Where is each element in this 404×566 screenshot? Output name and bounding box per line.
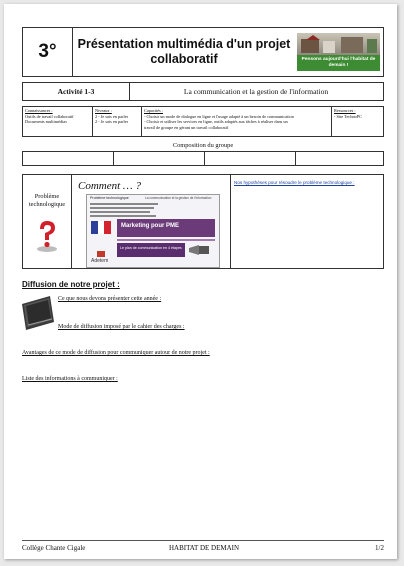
levels-line: 2 - Je sais en parler	[95, 119, 129, 125]
question-what-to-present: Ce que nous devons présenter cette année :	[58, 296, 162, 302]
activity-box	[22, 82, 384, 101]
banner-image	[297, 33, 380, 71]
screenshot-banner: Marketing pour PME	[117, 219, 215, 237]
group-table	[22, 151, 384, 166]
banner-caption: Pensons aujourd'hui l'habitat de demain !	[297, 55, 380, 71]
megaphone-icon	[187, 243, 213, 257]
activity-title: La communication et la gestion de l'information	[183, 87, 329, 96]
question-information-list: Liste des informations à communiquer :	[22, 376, 118, 382]
footer-school: Collège Chante Cigale	[22, 544, 86, 552]
problem-label-cell	[23, 175, 72, 268]
question-mark-icon	[34, 219, 60, 253]
knowledge-line: Outils de travail collaboratif	[25, 113, 74, 119]
flag-image	[91, 221, 111, 234]
group-member-cell[interactable]	[114, 152, 205, 165]
group-member-cell[interactable]	[23, 152, 114, 165]
adetem-logo: Adetem	[91, 251, 115, 265]
screenshot-heading: Problème technologique	[90, 196, 129, 200]
level-cell	[23, 28, 73, 76]
capacities-line: travail de groupe en gérant un travail collaboratif	[144, 124, 229, 130]
levels-heading: Niveaux :	[95, 108, 112, 113]
document-title: Présentation multimédia d'un projet collaboratif	[77, 37, 291, 66]
capacities-heading: Capacités :	[144, 108, 163, 113]
competences-table	[22, 106, 384, 137]
comment-heading: Comment … ?	[78, 180, 141, 192]
diffusion-heading: Diffusion de notre projet :	[22, 280, 120, 289]
knowledge-heading: Connaissances :	[25, 108, 53, 113]
capacities-cell	[144, 108, 329, 130]
knowledge-cell	[25, 108, 89, 125]
knowledge-line: Documents multimédias	[25, 119, 67, 125]
problem-label: Problème technologique	[28, 193, 66, 208]
question-advantages: Avantages de ce mode de diffusion pour communiquer autour de notre projet :	[22, 350, 210, 356]
folder-icon	[18, 294, 58, 332]
resources-heading: Ressources :	[334, 108, 356, 113]
group-member-cell[interactable]	[205, 152, 296, 165]
problem-box	[22, 174, 384, 269]
levels-line: 2 - Je sais en parler	[95, 113, 129, 119]
header-box	[22, 27, 384, 77]
problem-content-cell	[72, 175, 231, 268]
screenshot-subheading: La communication et la gestion de l'information	[145, 196, 212, 200]
footer-rule	[22, 540, 384, 541]
capacities-line: - Choisir un mode de dialogue en ligne et l'usage adapté à un besoin de communication	[144, 113, 294, 119]
capacities-line: - Choisir et utiliser les services en ligne, outils adaptés aux tâches à réaliser dans un	[144, 119, 288, 125]
resources-line: - Site TechnoPC	[334, 113, 363, 119]
activity-number: Activité 1-3	[57, 87, 95, 96]
level-badge: 3°	[38, 41, 57, 62]
levels-cell	[95, 108, 139, 125]
question-diffusion-mode: Mode de diffusion imposé par le cahier des charges :	[58, 324, 185, 330]
screenshot-lower-banner: Le plan de communication en 4 étapes	[117, 243, 185, 257]
problem-screenshot	[86, 194, 220, 268]
footer-project: HABITAT DE DEMAIN	[168, 544, 240, 552]
group-member-cell[interactable]	[296, 152, 383, 165]
footer-page-number: 1/2	[375, 544, 384, 552]
group-label: Composition du groupe	[172, 142, 234, 149]
activity-number-cell	[23, 83, 130, 100]
hypotheses-label: Nos hypothèses pour résoudre le problème technologique :	[234, 180, 355, 185]
document-page	[4, 4, 397, 559]
resources-cell	[334, 108, 382, 119]
